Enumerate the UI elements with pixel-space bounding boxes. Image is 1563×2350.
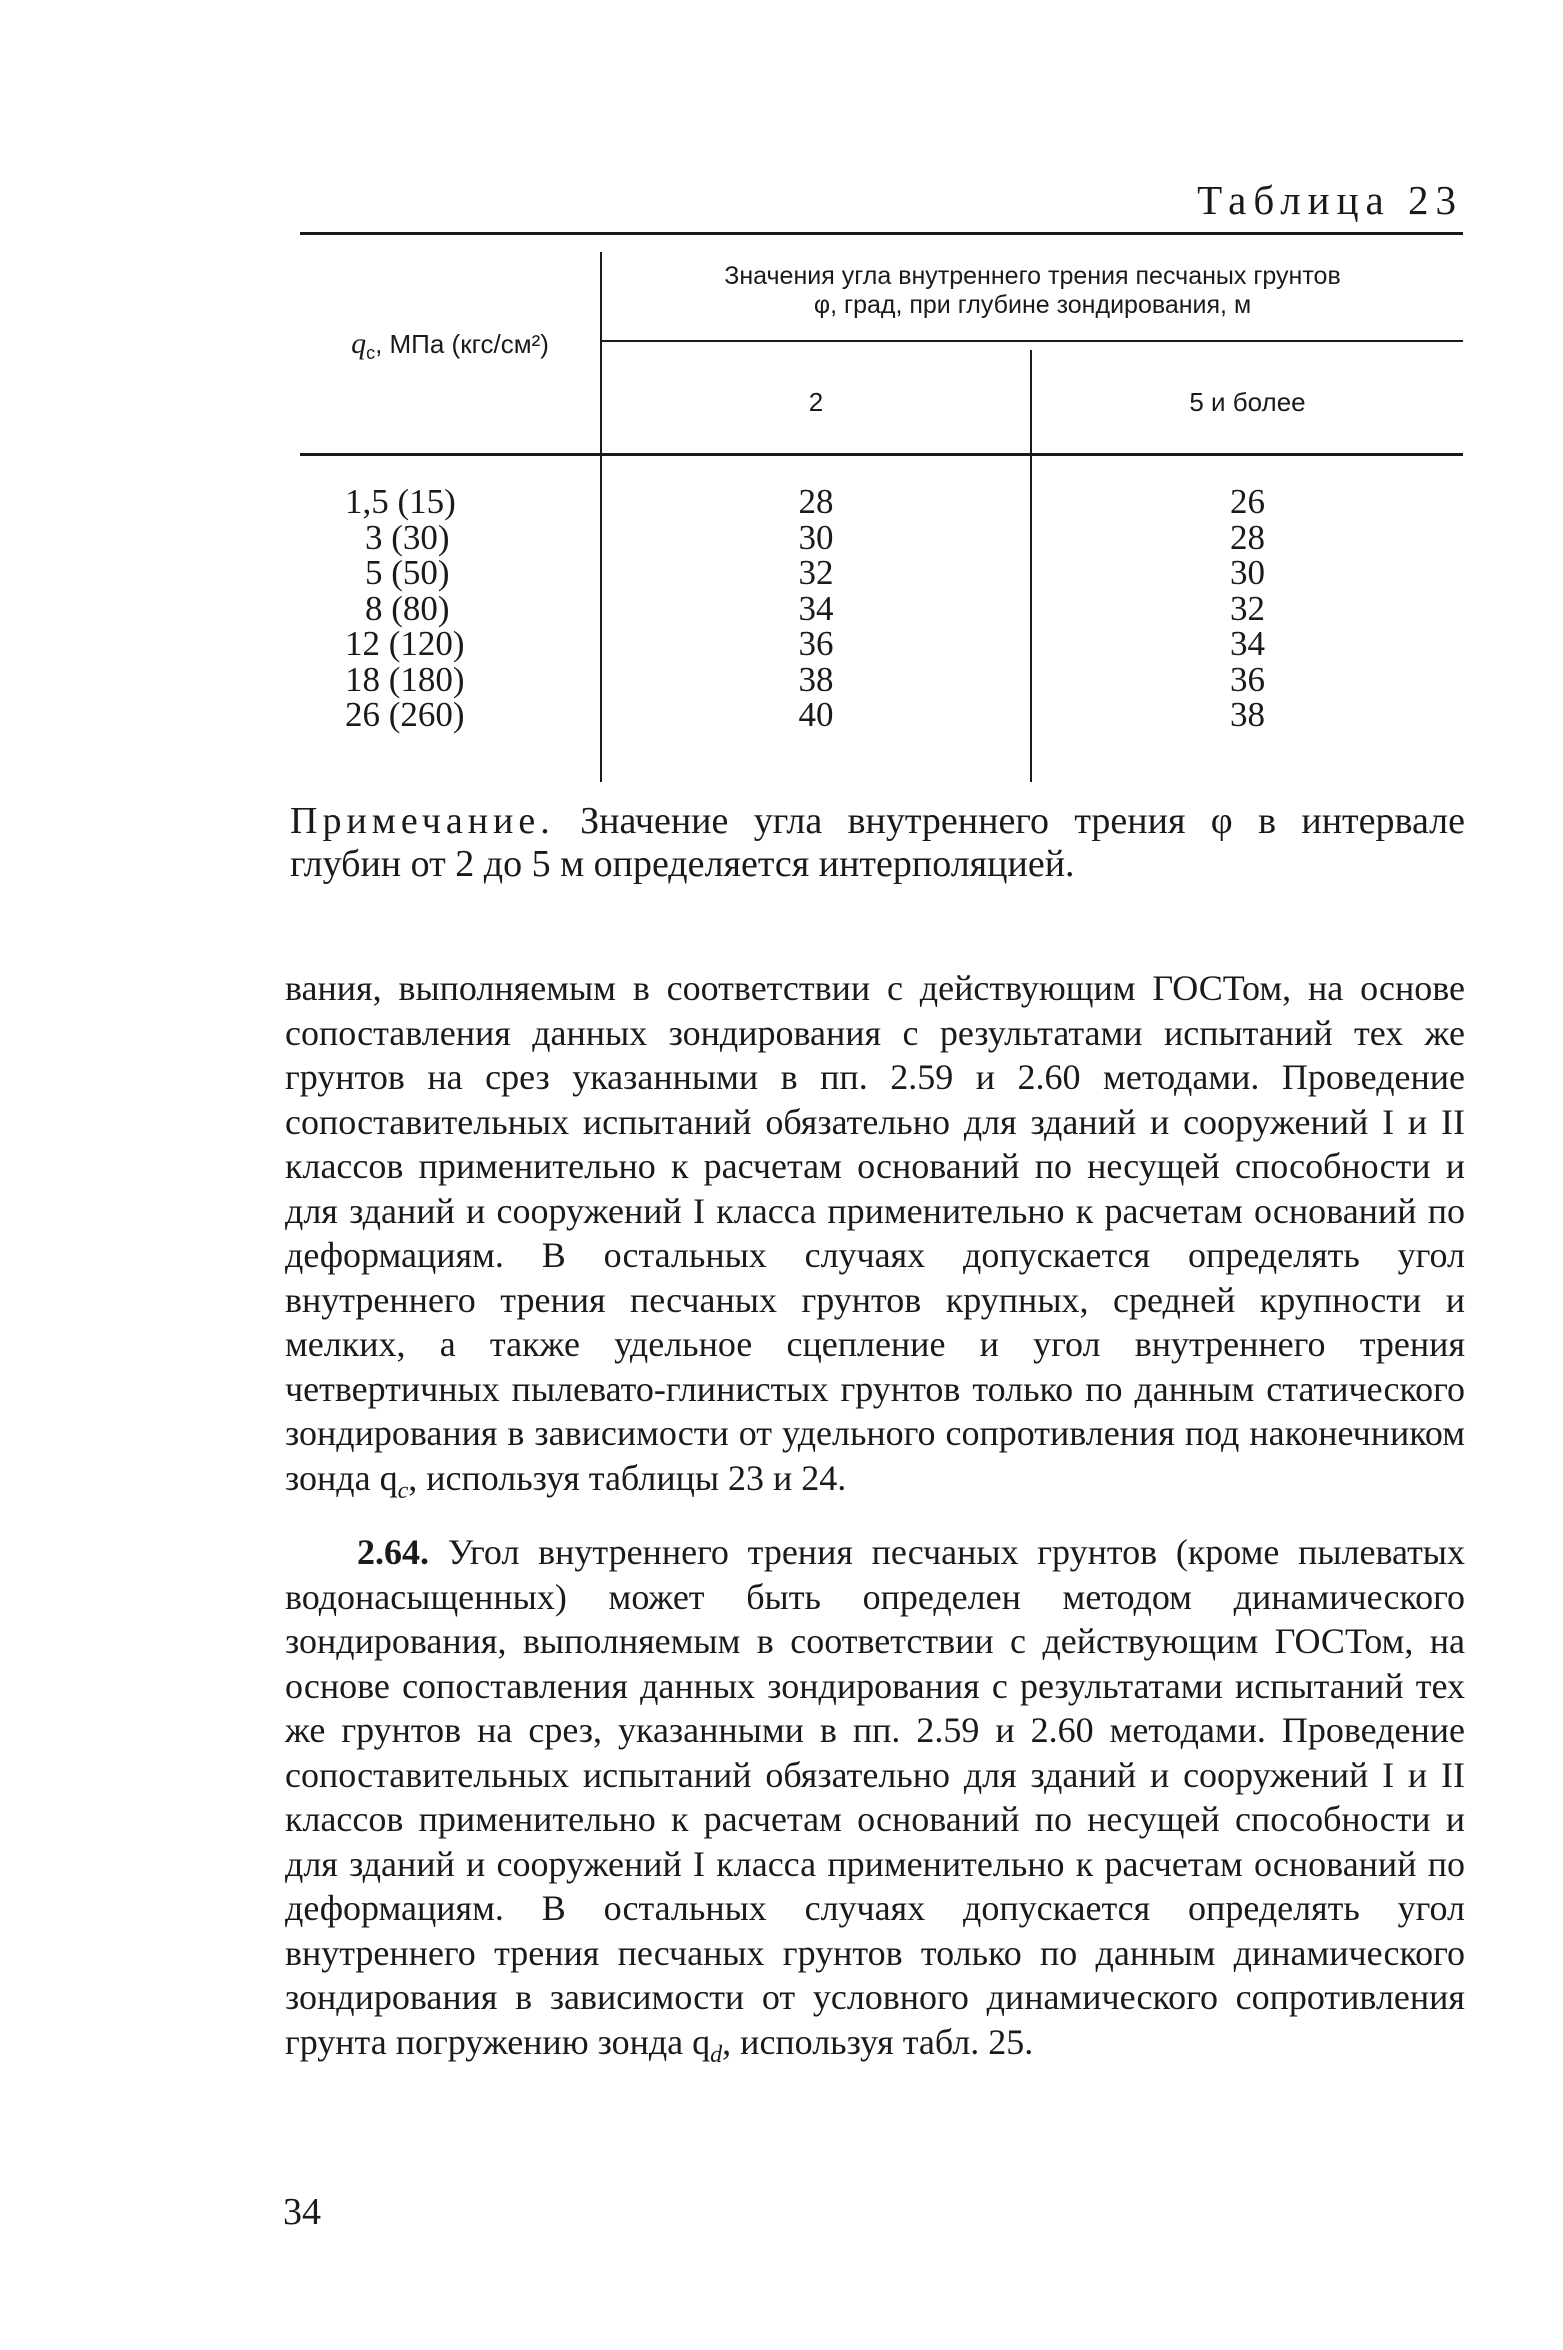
table-cell-q: 1,5 (15) xyxy=(345,482,456,521)
table-cell-d2: 32 xyxy=(798,553,834,592)
note-text: Значение угла внутреннего трения φ в интервале глубин от 2 до 5 м определяется интерполяцией. xyxy=(290,800,1465,885)
table-cell-d2: 30 xyxy=(798,517,834,557)
table-cell-q: 5 (50) xyxy=(365,553,450,592)
paragraph2-end: , используя табл. 25. xyxy=(722,2021,1034,2062)
table-cell-q: 18 (180) xyxy=(345,659,465,699)
table-cell-d2: 28 xyxy=(798,482,834,521)
paragraph2-subscript: d xyxy=(710,2041,723,2068)
table-cell-d5: 32 xyxy=(1230,588,1265,628)
paragraph-2-64 xyxy=(285,1530,1465,2077)
table-top-rule xyxy=(300,232,1463,235)
table-cell-d5: 34 xyxy=(1230,624,1265,663)
table-cell-d2: 40 xyxy=(798,695,834,734)
header-group-line2: φ, град, при глубине зондирования, м xyxy=(813,291,1252,319)
table-cell-d2: 34 xyxy=(798,588,834,628)
table-cell-d5: 26 xyxy=(1230,482,1265,521)
table-cell-d5: 28 xyxy=(1230,517,1265,557)
header-group-cell xyxy=(602,262,1463,320)
header-group-line1: Значения угла внутреннего трения песчаных грунтов xyxy=(724,262,1341,290)
header-q-symbol: q xyxy=(351,327,367,360)
header-depth-5: 5 и более xyxy=(1189,387,1306,417)
paragraph-continued xyxy=(285,966,1465,1513)
table-cell-d5: 30 xyxy=(1230,553,1265,592)
paragraph1-subscript: c xyxy=(397,1477,409,1504)
column-depth-5-values xyxy=(1032,484,1463,733)
page-number: 34 xyxy=(283,2191,321,2233)
table-cell-d5: 38 xyxy=(1230,695,1265,734)
table-cell-q: 8 (80) xyxy=(365,588,450,628)
table-cell-d5: 36 xyxy=(1230,659,1265,699)
table-cell-q: 26 (260) xyxy=(345,695,465,734)
table-cell-d2: 38 xyxy=(798,659,834,699)
header-bottom-rule xyxy=(300,453,1463,456)
table-title: Таблица 23 xyxy=(1197,177,1463,223)
header-q-cell xyxy=(300,327,600,364)
header-depth-2: 2 xyxy=(808,387,824,417)
table-cell-q: 12 (120) xyxy=(345,624,465,663)
paragraph1-end: , используя таблицы 23 и 24. xyxy=(408,1457,847,1498)
column-q-values xyxy=(320,484,580,733)
paragraph1-text: вания, выполняемым в соответствии с действующим ГОСТом, на основе сопоставления данных зондирования с результатами испытаний тех же грунтов на срез указанными в пп. 2.59 и 2.60 методами. Проведение сопоставительных испытаний обязательно для зданий и сооружений I и II классов применительно к расчетам оснований по несущей способности и для зданий и сооружений I класса применительно к расчетам оснований по деформациям. В остальных случаях допускается определять угол внутреннего трения песчаных грунтов крупных, средней крупности и мелких, а также удельное сцепление и угол внутреннего трения четвертичных пылевато-глинистых грунтов только по данным статического зондирования в зависимости от удельного сопротивления под наконечником зонда q xyxy=(285,968,1465,1498)
table-cell-q: 3 (30) xyxy=(365,517,450,557)
section-number: 2.64. xyxy=(357,1532,429,1572)
table-note xyxy=(290,800,1465,886)
paragraph2-text: Угол внутреннего трения песчаных грунтов (кроме пылеватых водонасыщенных) может быть определен методом динамического зондирования, выполняемым в соответствии с действующим ГОСТом, на основе сопоставления данных зондирования с результатами испытаний тех же грунтов на срез, указанными в пп. 2.59 и 2.60 методами. Проведение сопоставительных испытаний обязательно для зданий и сооружений I и II классов применительно к расчетам оснований по несущей способности и для зданий и сооружений I класса применительно к расчетам оснований по деформациям. В остальных случаях допускается определять угол внутреннего трения песчаных грунтов только по данным динамического зондирования в зависимости от условного динамического сопротивления грунта погружению зонда q xyxy=(285,1532,1465,2062)
header-q-subscript: c xyxy=(366,343,376,364)
note-label: Примечание. xyxy=(290,800,555,842)
table-cell-d2: 36 xyxy=(798,624,834,663)
header-sub-rule xyxy=(602,340,1463,342)
column-depth-2-values xyxy=(602,484,1030,733)
data-table xyxy=(300,232,1463,782)
header-q-unit: , МПа (кгс/см²) xyxy=(375,329,549,359)
